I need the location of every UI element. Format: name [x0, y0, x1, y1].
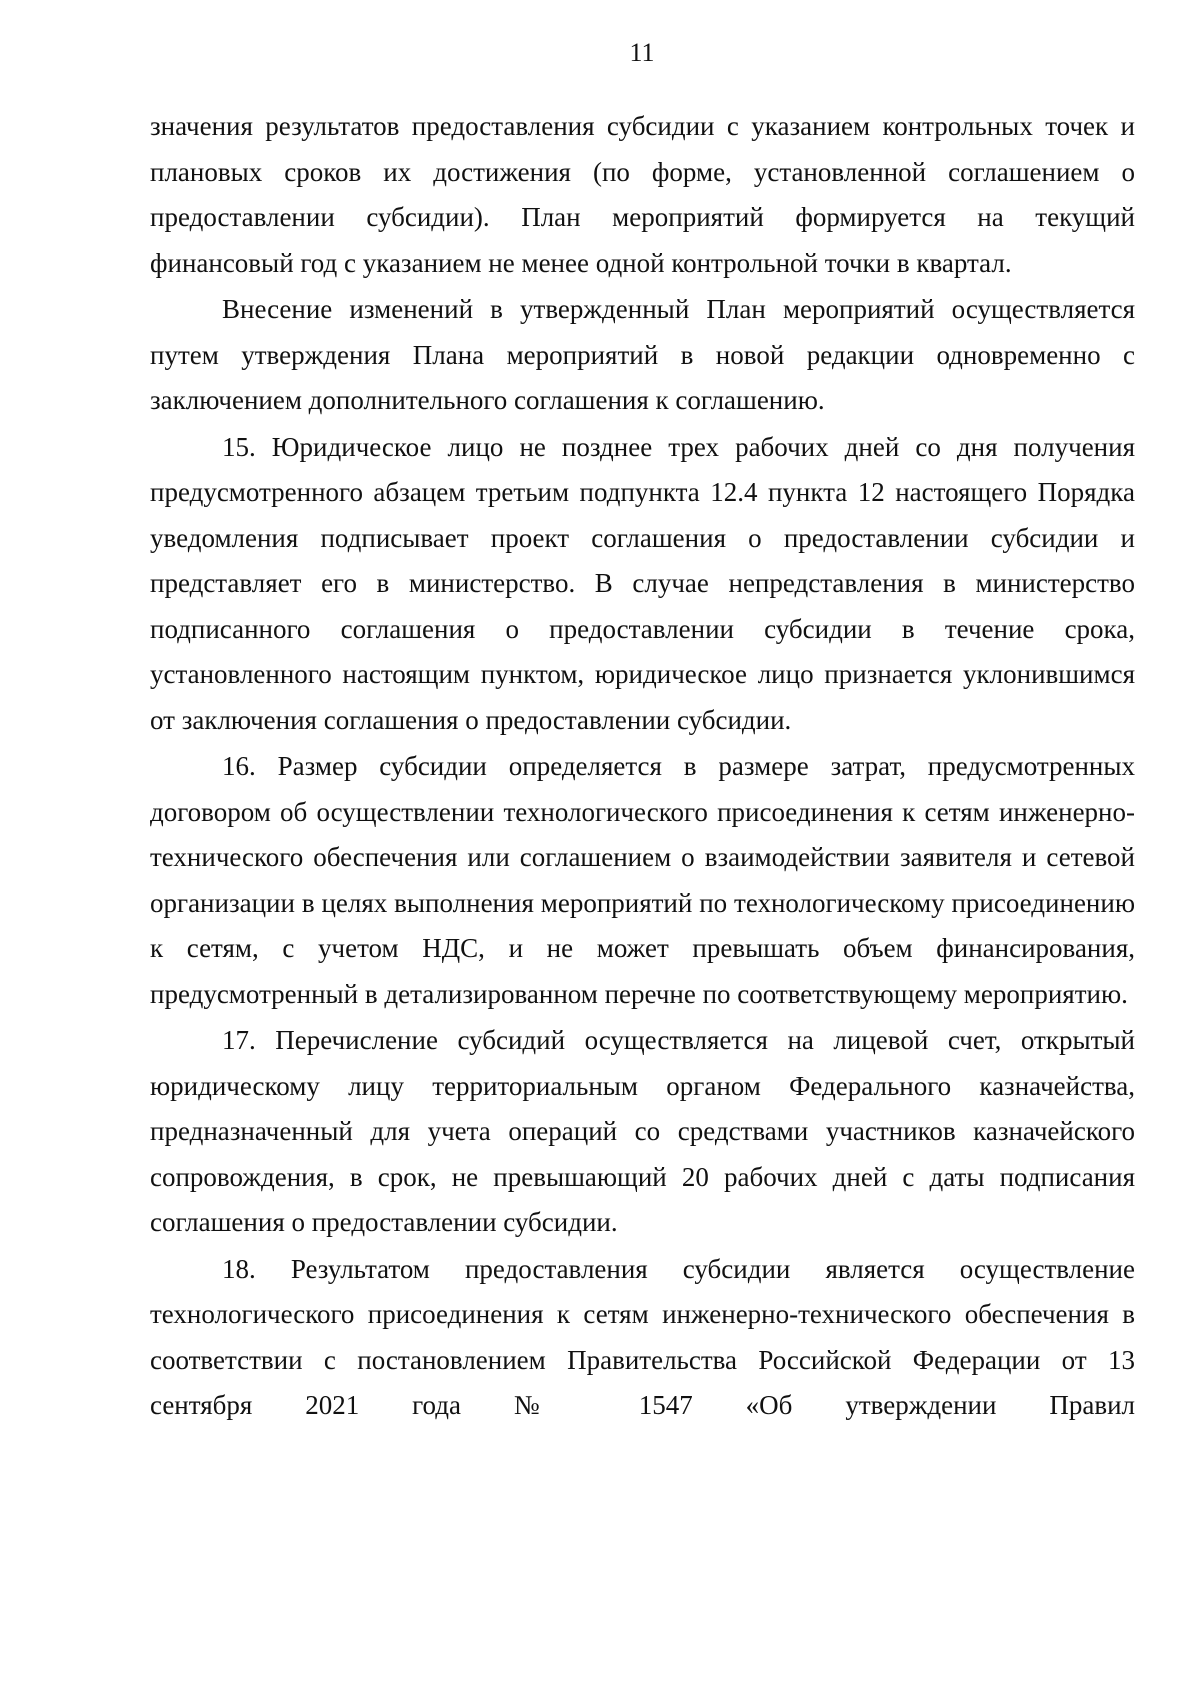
document-body — [150, 104, 1135, 1429]
paragraph-item-16: 16. Размер субсидии определяется в размере затрат, предусмотренных договором об осуществлении технологического присоединения к сетям инженерно-технического обеспечения или соглашением о взаимодействии заявителя и сетевой организации в целях выполнения мероприятий по технологическому присоединению к сетям, с учетом НДС, и не может превышать объем финансирования, предусмотренный в детализированном перечне по соответствующему мероприятию. — [150, 751, 1135, 1009]
paragraph-continuation: значения результатов предоставления субсидии с указанием контрольных точек и плановых сроков их достижения (по форме, установленной соглашением о предоставлении субсидии). План мероприятий формируется на текущий финансовый год с указанием не менее одной контрольной точки в квартал. — [150, 111, 1135, 278]
paragraph-item-17: 17. Перечисление субсидий осуществляется на лицевой счет, открытый юридическому лицу территориальным органом Федерального казначейства, предназначенный для учета операций со средствами участников казначейского сопровождения, в срок, не превышающий 20 рабочих дней с даты подписания соглашения о предоставлении субсидии. — [150, 1025, 1135, 1237]
paragraph-item-18: 18. Результатом предоставления субсидии является осуществление технологического присоединения к сетям инженерно-технического обеспечения в соответствии с постановлением Правительства Российской Федерации от 13 сентября 2021 года № 1547 «Об утверждении Правил — [150, 1253, 1135, 1420]
paragraph-item-15: 15. Юридическое лицо не позднее трех рабочих дней со дня получения предусмотренного абзацем третьим подпункта 12.4 пункта 12 настоящего Порядка уведомления подписывает проект соглашения о предоставлении субсидии и представляет его в министерство. В случае непредставления в министерство подписанного соглашения о предоставлении субсидии в течение срока, установленного настоящим пунктом, юридическое лицо признается уклонившимся от заключения соглашения о предоставлении субсидии. — [150, 431, 1135, 735]
page-number: 11 — [629, 38, 655, 67]
paragraph-plan-changes: Внесение изменений в утвержденный План мероприятий осуществляется путем утверждения Плана мероприятий в новой редакции одновременно с заключением дополнительного соглашения к соглашению. — [150, 294, 1135, 415]
